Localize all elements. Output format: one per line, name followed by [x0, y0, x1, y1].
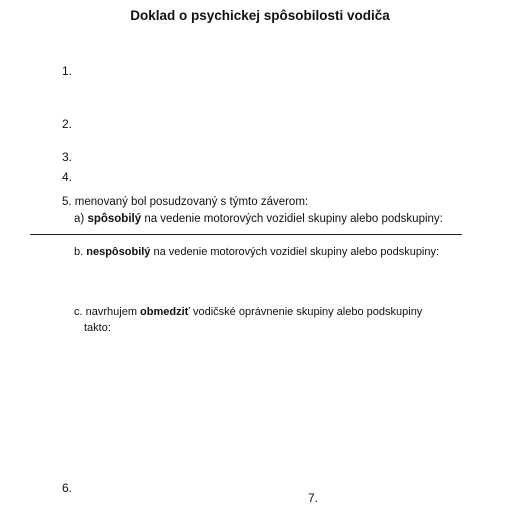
option-a [74, 213, 443, 225]
option-c-prefix: c. [74, 306, 83, 318]
item-5-line [62, 196, 308, 208]
option-b-text: na vedenie motorových vozidiel skupiny alebo podskupiny: [150, 246, 440, 258]
option-c-line-2: takto: [84, 322, 111, 334]
document-title: Doklad o psychickej spôsobilosti vodiča [130, 8, 390, 23]
option-c-line-1 [74, 304, 422, 320]
option-b-bold: nespôsobilý [86, 246, 151, 258]
option-a-text: na vedenie motorových vozidiel skupiny alebo podskupiny: [141, 213, 443, 225]
option-a-prefix: a) [74, 213, 85, 225]
item-number-4: 4. [62, 170, 73, 184]
item-number-2: 2. [62, 117, 73, 131]
item-number-5: 5. [62, 196, 72, 208]
item-5-text: menovaný bol posudzovaný s týmto záverom: [74, 196, 309, 208]
option-c-pre: navrhujem [82, 306, 141, 318]
option-b-prefix: b. [74, 246, 84, 258]
section-divider [30, 234, 462, 235]
option-c-text: vodičské oprávnenie skupiny alebo podskupiny [189, 306, 423, 318]
item-number-1: 1. [62, 64, 73, 78]
option-c [74, 304, 422, 336]
option-c-bold: obmedziť [140, 306, 190, 318]
item-number-6: 6. [62, 481, 73, 495]
option-b [74, 246, 439, 258]
option-a-bold: spôsobilý [87, 213, 142, 225]
item-number-3: 3. [62, 150, 73, 164]
item-number-7: 7. [308, 491, 319, 505]
